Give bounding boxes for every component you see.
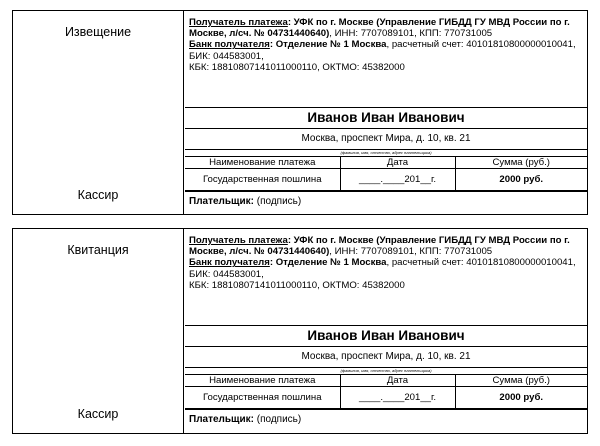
payer-signature-row: [185, 409, 587, 430]
payment-table: [185, 374, 587, 409]
bank-account: , расчетный счет: 40101810800000010041, БИК: 044583001,: [189, 39, 576, 62]
cashier-label: Кассир: [77, 407, 119, 421]
address-caption: (фамилия, имя, отчество, адрес плательщика): [185, 367, 587, 374]
notice-details: [185, 11, 587, 214]
receipt-left-column: [13, 229, 184, 433]
address-caption: (фамилия, имя, отчество, адрес плательщика): [185, 149, 587, 156]
col-header-date: Дата: [340, 157, 455, 169]
cashier-label: Кассир: [77, 188, 119, 202]
bank-name: : Отделение № 1 Москва: [269, 39, 387, 51]
kbk-oktmo: КБК: 18810807141011000110, ОКТМО: 45382000: [189, 61, 405, 73]
payment-date-cell: ____.____201__г.: [340, 169, 455, 191]
kbk-oktmo: КБК: 18810807141011000110, ОКТМО: 45382000: [189, 279, 405, 291]
payment-sum-cell: 2000 руб.: [455, 169, 587, 191]
col-header-name: Наименование платежа: [185, 375, 340, 387]
bank-label: Банк получателя: [189, 39, 270, 51]
receipt-details: [185, 229, 587, 433]
payer-label: Плательщик:: [189, 414, 254, 425]
recipient-label: Получатель платежа: [189, 235, 288, 246]
payer-address: Москва, проспект Мира, д. 10, кв. 21: [185, 346, 587, 367]
bank-account: , расчетный счет: 40101810800000010041, БИК: 044583001,: [189, 257, 576, 280]
recipient-label: Получатель платежа: [189, 17, 288, 28]
bank-label: Банк получателя: [189, 257, 270, 269]
payment-name-cell: Государственная пошлина: [185, 387, 340, 409]
recipient-name: : УФК по г. Москве (Управление ГИБДД ГУ МВД России по г. Москве, л/сч. № 04731440640): [189, 235, 570, 258]
payer-address: Москва, проспект Мира, д. 10, кв. 21: [185, 128, 587, 149]
payer-signature-row: [185, 191, 587, 212]
payer-label: Плательщик:: [189, 196, 254, 207]
signature-placeholder: (подпись): [253, 414, 302, 425]
col-header-sum: Сумма (руб.): [455, 375, 587, 387]
payment-table: [185, 156, 587, 191]
recipient-info: [185, 229, 587, 325]
recipient-info: [185, 11, 587, 107]
payment-name-cell: Государственная пошлина: [185, 169, 340, 191]
recipient-inn-kpp: , ИНН: 7707089101, КПП: 770731005: [329, 28, 493, 40]
notice-title: Извещение: [64, 25, 132, 39]
col-header-sum: Сумма (руб.): [455, 157, 587, 169]
col-header-name: Наименование платежа: [185, 157, 340, 169]
receipt-title: Квитанция: [67, 243, 129, 257]
notice-slip: [12, 10, 588, 215]
signature-placeholder: (подпись): [253, 196, 302, 207]
recipient-name: : УФК по г. Москве (Управление ГИБДД ГУ МВД России по г. Москве, л/сч. № 04731440640): [189, 17, 570, 40]
payment-sum-cell: 2000 руб.: [455, 387, 587, 409]
payer-name: Иванов Иван Иванович: [185, 325, 587, 346]
bank-name: : Отделение № 1 Москва: [269, 257, 387, 269]
recipient-inn-kpp: , ИНН: 7707089101, КПП: 770731005: [329, 246, 493, 258]
payment-date-cell: ____.____201__г.: [340, 387, 455, 409]
receipt-slip: [12, 228, 588, 434]
notice-left-column: [13, 11, 184, 214]
col-header-date: Дата: [340, 375, 455, 387]
payer-name: Иванов Иван Иванович: [185, 107, 587, 128]
